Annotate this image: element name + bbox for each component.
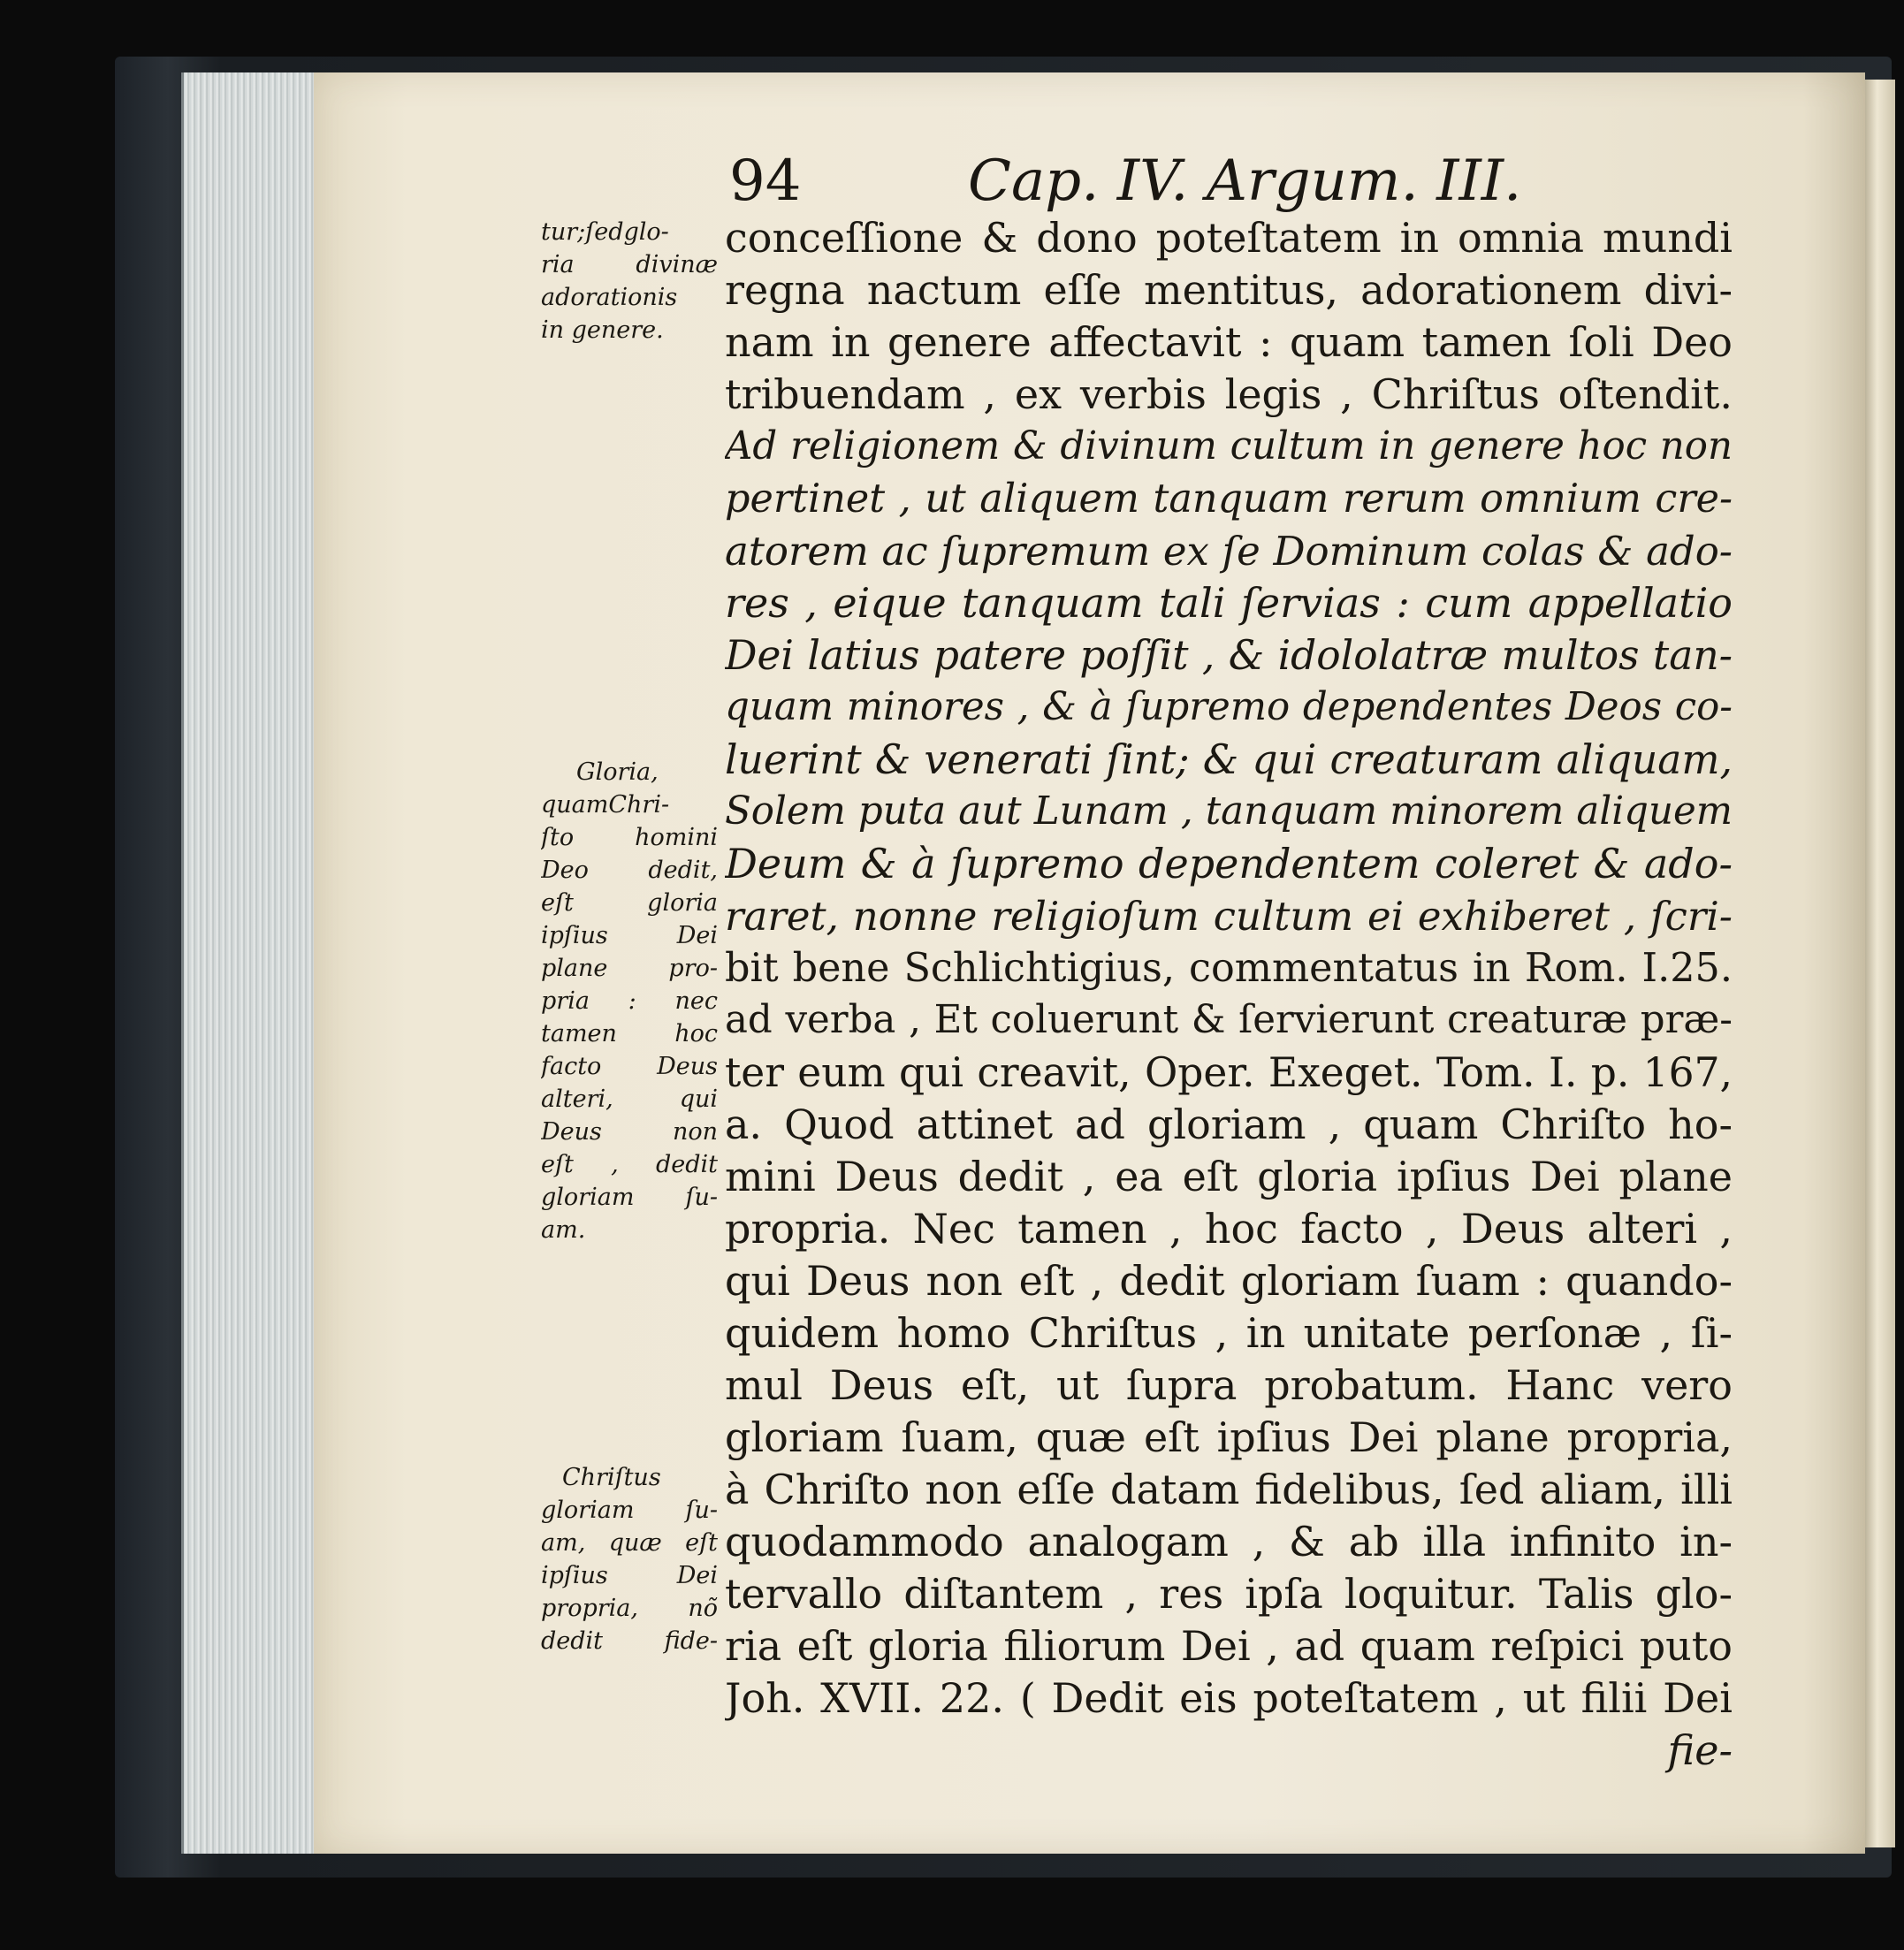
page-number: 94 — [729, 149, 802, 214]
margin-note-1 — [541, 216, 718, 347]
text-line: Joh. XVII. 22. ( Dedit eis poteſtatem , ut filii Dei — [725, 1674, 1733, 1722]
text-line: Solem puta aut Lunam , tanquam minorem aliquem — [725, 789, 1733, 834]
text-line: a. Quod attinet ad gloriam , quam Chriſto ho- — [725, 1101, 1733, 1148]
margin-note-line: propria, nõ — [541, 1595, 718, 1622]
text-line: luerint & venerati ſint; & qui creaturam aliquam, — [725, 736, 1733, 783]
margin-note-line: in genere. — [541, 316, 664, 344]
text-line: nam in genere affectavit : quam tamen ſoli Deo — [725, 318, 1733, 366]
text-line: regna nactum eſſe mentitus, adorationem divi- — [725, 266, 1733, 314]
margin-note-line: ipſius Dei — [541, 1562, 718, 1589]
margin-note-line: eſt gloria — [541, 889, 718, 917]
text-line: qui Deus non eſt , dedit gloriam ſuam : quando- — [725, 1257, 1733, 1305]
running-head — [0, 149, 1904, 214]
margin-note-line: plane pro- — [541, 955, 718, 982]
margin-note-line: facto Deus — [541, 1053, 718, 1080]
page-stack-edge — [181, 72, 325, 1854]
text-line: atorem ac ſupremum ex ſe Dominum colas & ado- — [725, 528, 1733, 575]
text-line: Ad religionem & divinum cultum in genere hoc non — [725, 424, 1733, 468]
text-line: gloriam ſuam, quæ eſt ipſius Dei plane propria, — [725, 1413, 1733, 1461]
text-line: Deum & à ſupremo dependentem coleret & ado- — [725, 840, 1733, 887]
text-line: tribuendam , ex verbis legis , Chriſtus oſtendit. — [725, 370, 1733, 418]
text-line: ad verba , Et coluerunt & ſervierunt creaturæ præ- — [725, 998, 1733, 1042]
main-text-block — [725, 212, 1733, 1777]
text-line: quodammodo analogam , & ab illa infinito in- — [725, 1518, 1733, 1565]
margin-note-line: adorationis — [541, 284, 678, 311]
text-line: mini Deus dedit , ea eſt gloria ipſius Dei plane — [725, 1153, 1733, 1200]
text-line: ria eſt gloria filiorum Dei , ad quam reſpici puto — [725, 1622, 1733, 1670]
text-line: conceſſione & dono poteſtatem in omnia mundi — [725, 214, 1733, 262]
text-line: quidem homo Chriſtus , in unitate perſonæ , ſi- — [725, 1309, 1733, 1357]
text-line: ter eum qui creavit, Oper. Exeget. Tom. I. p. 167, — [725, 1049, 1733, 1096]
margin-note-line: am, quæ eſt — [541, 1529, 718, 1557]
margin-note-line: gloriam ſu- — [541, 1184, 718, 1211]
margin-note-line: eſt , dedit — [541, 1151, 718, 1178]
margin-note-line: quamChri- — [541, 791, 670, 819]
margin-note-line: Chriſtus — [562, 1464, 661, 1491]
text-line: res , eique tanquam tali ſervias : cum appellatio — [725, 579, 1733, 627]
margin-note-line: dedit fide- — [541, 1627, 718, 1655]
margin-note-line: gloriam ſu- — [541, 1497, 718, 1524]
text-line: propria. Nec tamen , hoc facto , Deus alteri , — [725, 1205, 1733, 1253]
text-line: à Chriſto non eſſe datam fidelibus, ſed aliam, illi — [725, 1466, 1733, 1513]
chapter-heading: Cap. IV. Argum. III. — [968, 149, 1522, 214]
margin-note-line: am. — [541, 1216, 586, 1244]
margin-note-line: tur;ſedglo- — [541, 218, 669, 246]
margin-note-line: alteri, qui — [541, 1085, 718, 1113]
text-line: mul Deus eſt, ut ſupra probatum. Hanc vero — [725, 1361, 1733, 1409]
margin-note-line: Deus non — [541, 1118, 718, 1146]
margin-note-line: tamen hoc — [541, 1020, 718, 1047]
text-line: raret, nonne religioſum cultum ei exhiberet , ſcri- — [725, 893, 1733, 940]
margin-note-line: Deo dedit, — [541, 857, 718, 884]
text-line: quam minores , & à ſupremo dependentes Deos co- — [725, 685, 1733, 729]
margin-note-line: Gloria, — [576, 758, 659, 786]
text-line: tervallo diſtantem , res ipſa loquitur. Talis glo- — [725, 1570, 1733, 1618]
facing-page-edge — [1865, 80, 1895, 1847]
text-line: pertinet , ut aliquem tanquam rerum omnium cre- — [725, 476, 1733, 522]
text-line: Dei latius patere poſſit , & idololatræ multos tan- — [725, 632, 1733, 679]
text-line: bit bene Schlichtigius, commentatus in Rom. I.25. — [725, 946, 1733, 991]
catchword: fie- — [1667, 1726, 1733, 1774]
margin-note-line: ipſius Dei — [541, 922, 718, 949]
margin-note-line: pria : nec — [541, 987, 718, 1015]
margin-note-2 — [541, 756, 718, 1246]
margin-note-line: ria divinæ — [541, 251, 718, 278]
margin-note-line: ſto homini — [541, 824, 718, 851]
margin-note-3 — [541, 1461, 718, 1657]
